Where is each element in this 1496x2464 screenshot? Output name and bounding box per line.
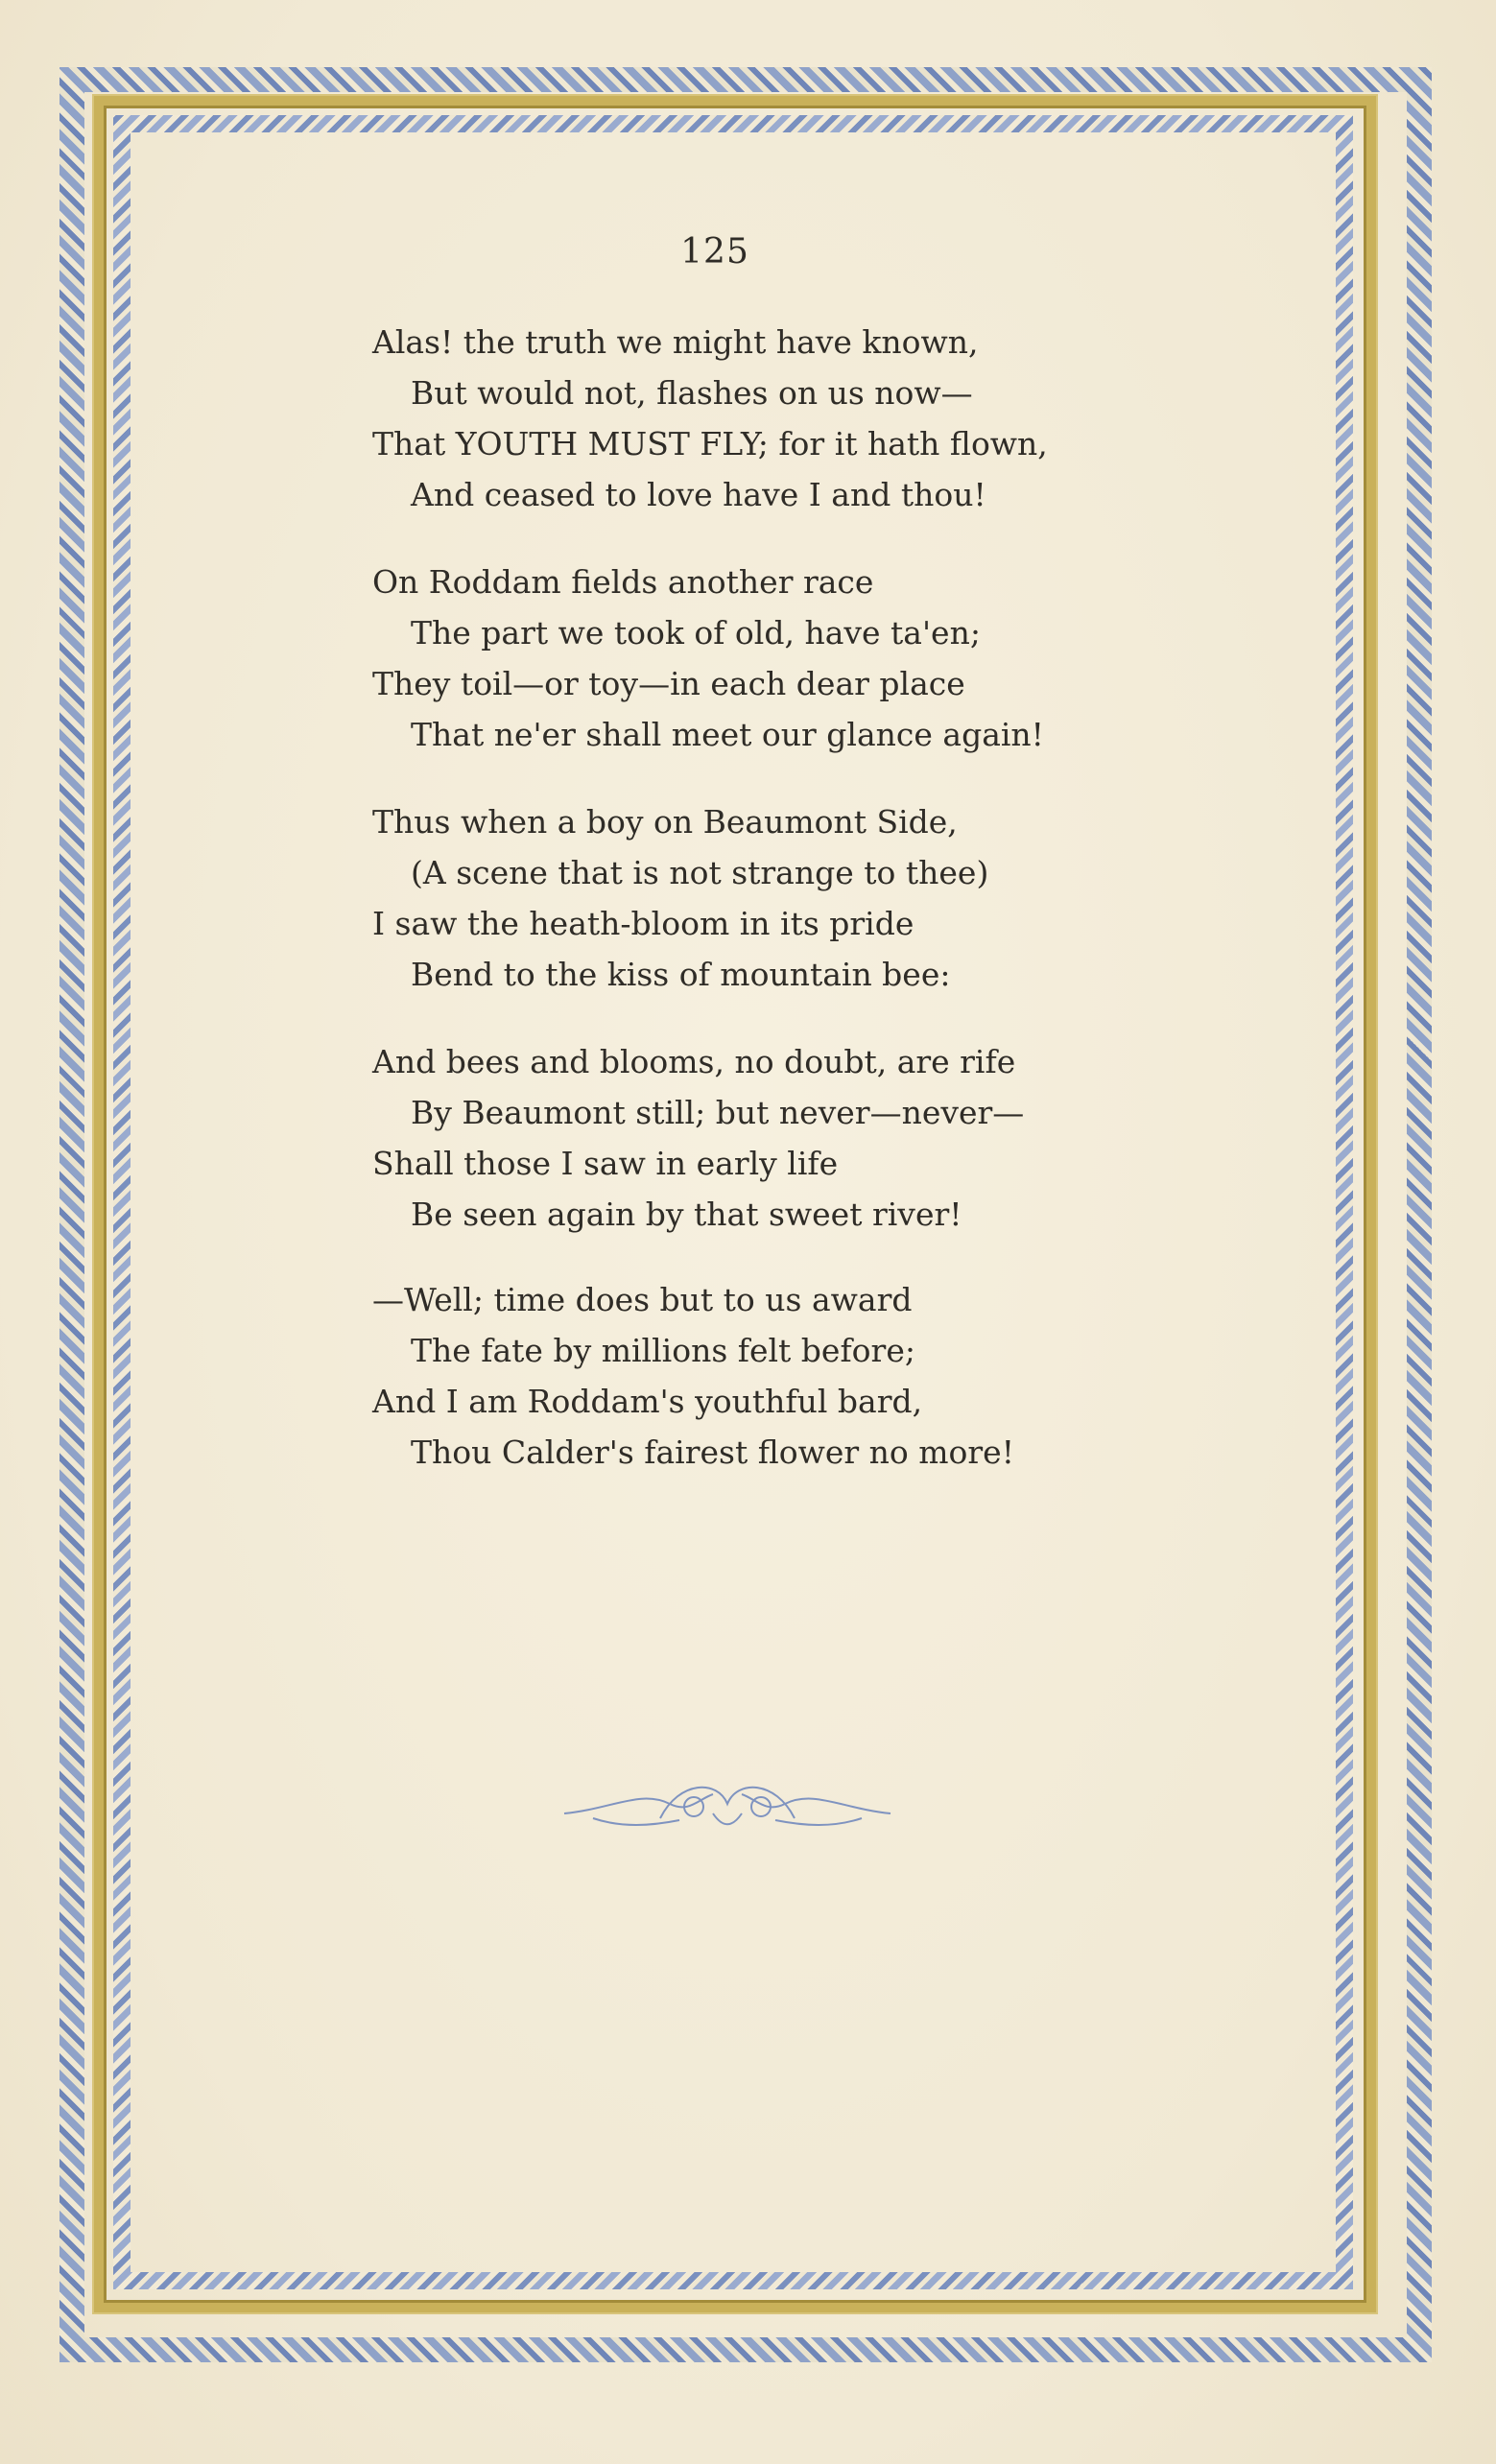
poem-line: The part we took of old, have ta'en; — [411, 614, 981, 652]
poem-line: Shall those I saw in early life — [372, 1145, 839, 1182]
poem-line: That YOUTH MUST FLY; for it hath flown, — [372, 425, 1048, 462]
poem-line: —Well; time does but to us award — [372, 1281, 913, 1318]
poem-line: Be seen again by that sweet river! — [411, 1196, 962, 1233]
poem-line: Bend to the kiss of mountain bee: — [411, 956, 951, 993]
poem-line: But would not, flashes on us now— — [411, 374, 973, 412]
poem-line: I saw the heath-bloom in its pride — [372, 905, 914, 942]
poem-line: Alas! the truth we might have known, — [372, 323, 979, 361]
stanza-1 — [372, 317, 1102, 520]
poem-line: They toil—or toy—in each dear place — [372, 665, 965, 702]
poem-line: The fate by millions felt before; — [411, 1332, 915, 1369]
stanza-5 — [372, 1274, 1102, 1478]
poem-line: Thou Calder's fairest flower no more! — [411, 1433, 1014, 1471]
poem-line: And bees and blooms, no doubt, are rife — [372, 1043, 1016, 1080]
poem-line: Thus when a boy on Beaumont Side, — [372, 803, 958, 841]
stanza-2 — [372, 557, 1102, 760]
stanza-4 — [372, 1036, 1102, 1240]
floral-tailpiece-icon — [555, 1770, 900, 1837]
poem-line: By Beaumont still; but never—never— — [411, 1094, 1025, 1131]
poem-line: On Roddam fields another race — [372, 563, 874, 601]
page-number: 125 — [680, 232, 749, 272]
poem-line: And ceased to love have I and thou! — [411, 476, 986, 513]
poem-line: And I am Roddam's youthful bard, — [372, 1383, 923, 1420]
stanza-3 — [372, 796, 1102, 1000]
poem-line: (A scene that is not strange to thee) — [411, 854, 989, 891]
poem-line: That ne'er shall meet our glance again! — [411, 716, 1044, 753]
